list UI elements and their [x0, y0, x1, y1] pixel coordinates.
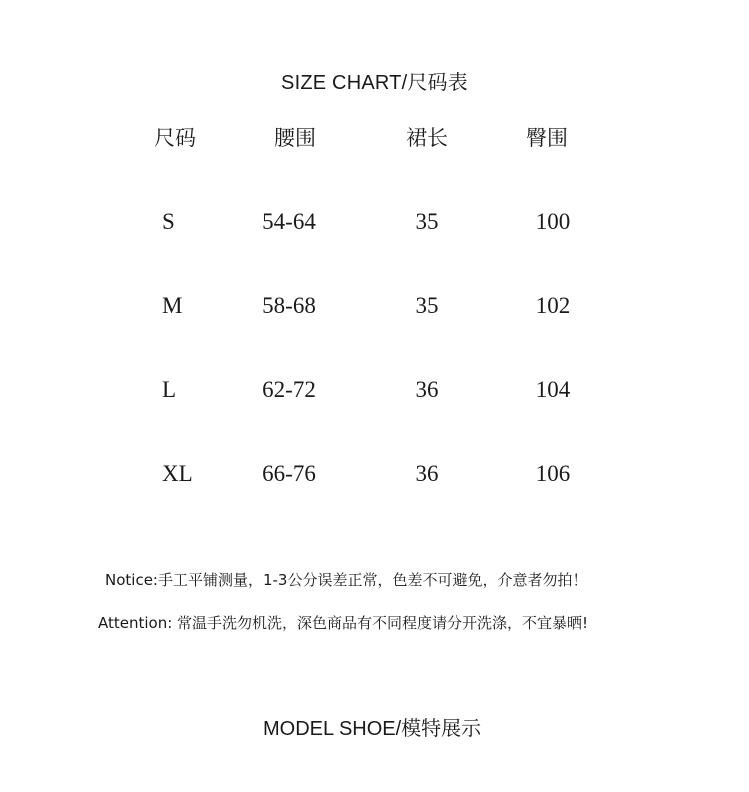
- model-show-title: MODEL SHOE/模特展示: [263, 718, 482, 740]
- table-row: [0, 456, 749, 492]
- cell-waist: 54-64: [262, 209, 316, 234]
- header-skirt-length: 裙长: [406, 126, 448, 150]
- cell-size: L: [162, 377, 177, 402]
- table-row: [0, 204, 749, 240]
- cell-waist: 58-68: [262, 293, 316, 318]
- cell-size: S: [162, 209, 175, 234]
- table-row: [0, 372, 749, 408]
- cell-waist: 62-72: [262, 377, 316, 402]
- cell-skirt-length: 36: [415, 377, 439, 402]
- header-hip: 臀围: [526, 126, 568, 150]
- cell-size: XL: [162, 461, 193, 486]
- cell-hip: 106: [535, 461, 571, 486]
- cell-skirt-length: 36: [415, 461, 439, 486]
- measurement-notice: Notice:手工平铺测量，1-3公分误差正常，色差不可避免，介意者勿拍！: [105, 571, 588, 589]
- cell-size: M: [162, 293, 183, 318]
- cell-hip: 100: [535, 209, 571, 234]
- cell-hip: 104: [535, 377, 571, 402]
- cell-waist: 66-76: [262, 461, 316, 486]
- header-waist: 腰围: [274, 126, 316, 150]
- table-row: [0, 288, 749, 324]
- cell-hip: 102: [535, 293, 571, 318]
- size-chart-title: SIZE CHART/尺码表: [281, 72, 468, 94]
- table-header-row: [0, 120, 749, 156]
- cell-skirt-length: 35: [415, 293, 439, 318]
- cell-skirt-length: 35: [415, 209, 439, 234]
- header-size: 尺码: [154, 126, 196, 150]
- care-attention: Attention: 常温手洗勿机洗，深色商品有不同程度请分开洗涤，不宜暴晒!: [98, 614, 589, 632]
